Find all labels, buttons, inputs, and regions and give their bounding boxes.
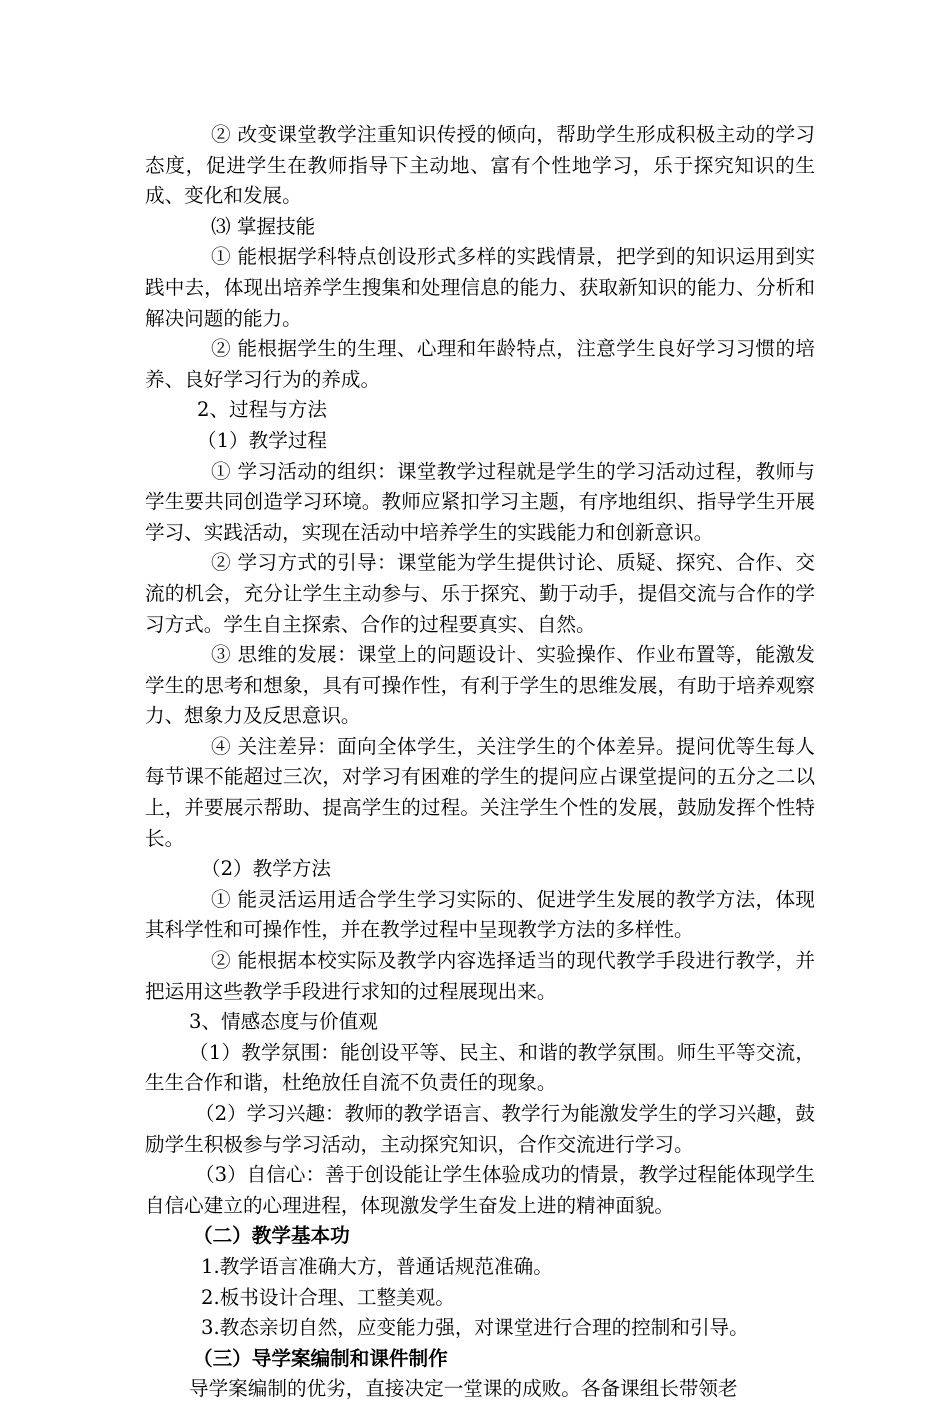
heading-process-method: 2、过程与方法 <box>197 398 328 422</box>
paragraph-process-4: ④ 关注差异：面向全体学生，关注学生的个体差异。提问优等生每人每节课不能超过三次，对学习有困难的学生的提问应占课堂提问的五分之二以上，并要展示帮助、提高学生的过程。关注学生个性的发展，鼓励发挥个性特长。 <box>145 734 815 850</box>
paragraph-guide-intro: 导学案编制的优劣，直接决定一堂课的成败。各备课组长带领老 <box>189 1377 738 1401</box>
paragraph-emotion-2: （2）学习兴趣：教师的教学语言、教学行为能激发学生的学习兴趣，鼓励学生积极参与学习活动，主动探究知识，合作交流进行学习。 <box>145 1102 815 1156</box>
list-item-1: 1.教学语言准确大方，普通话规范准确。 <box>201 1254 553 1278</box>
heading-emotion-values: 3、情感态度与价值观 <box>189 1010 378 1034</box>
section-heading-basic-skills: （二）教学基本功 <box>193 1224 350 1248</box>
section-heading-guide-courseware: （三）导学案编制和课件制作 <box>193 1346 448 1370</box>
paragraph-skills-2: ② 能根据学生的生理、心理和年龄特点，注意学生良好学习习惯的培养、良好学习行为的养成。 <box>145 337 815 391</box>
document-page <box>145 120 815 1405</box>
list-item-2: 2.板书设计合理、工整美观。 <box>201 1285 455 1309</box>
paragraph-method-1: ① 能灵活运用适合学生学习实际的、促进学生发展的教学方法，体现其科学性和可操作性，并在教学过程中呈现教学方法的多样性。 <box>145 887 815 942</box>
paragraph-skills-1: ① 能根据学科特点创设形式多样的实践情景，把学到的知识运用到实践中去，体现出培养学生搜集和处理信息的能力、获取新知识的能力、分析和解决问题的能力。 <box>145 245 815 330</box>
paragraph-emotion-3: （3）自信心：善于创设能让学生体验成功的情景，教学过程能体现学生自信心建立的心理进程，体现激发学生奋发上进的精神面貌。 <box>145 1163 815 1217</box>
paragraph-method-2: ② 能根据本校实际及教学内容选择适当的现代教学手段进行教学，并把运用这些教学手段进行求知的过程展现出来。 <box>145 949 815 1003</box>
heading-teaching-process: （1）教学过程 <box>197 428 328 452</box>
paragraph-process-1: ① 学习活动的组织：课堂教学过程就是学生的学习活动过程，教师与学生要共同创造学习环境。教师应紧扣学习主题，有序地组织、指导学生开展学习、实践活动，实现在活动中培养学生的实践能力和创新意识。 <box>145 459 815 544</box>
paragraph-process-2: ② 学习方式的引导：课堂能为学生提供讨论、质疑、探究、合作、交流的机会，充分让学生主动参与、乐于探究、勤于动手，提倡交流与合作的学习方式。学生自主探索、合作的过程要真实、自然。 <box>145 551 815 636</box>
heading-teaching-method: （2）教学方法 <box>201 857 332 881</box>
paragraph-process-3: ③ 思维的发展：课堂上的问题设计、实验操作、作业布置等，能激发学生的思考和想象，具有可操作性，有利于学生的思维发展，有助于培养观察力、想象力及反思意识。 <box>145 643 815 728</box>
list-item-3: 3.教态亲切自然，应变能力强，对课堂进行合理的控制和引导。 <box>201 1316 749 1340</box>
heading-master-skills: ⑶ 掌握技能 <box>211 214 316 238</box>
paragraph-attitude-2: ② 改变课堂教学注重知识传授的倾向，帮助学生形成积极主动的学习态度，促进学生在教师指导下主动地、富有个性地学习，乐于探究知识的生成、变化和发展。 <box>145 123 815 208</box>
paragraph-emotion-1: （1）教学氛围：能创设平等、民主、和谐的教学氛围。师生平等交流，生生合作和谐，杜绝放任自流不负责任的现象。 <box>145 1040 815 1095</box>
